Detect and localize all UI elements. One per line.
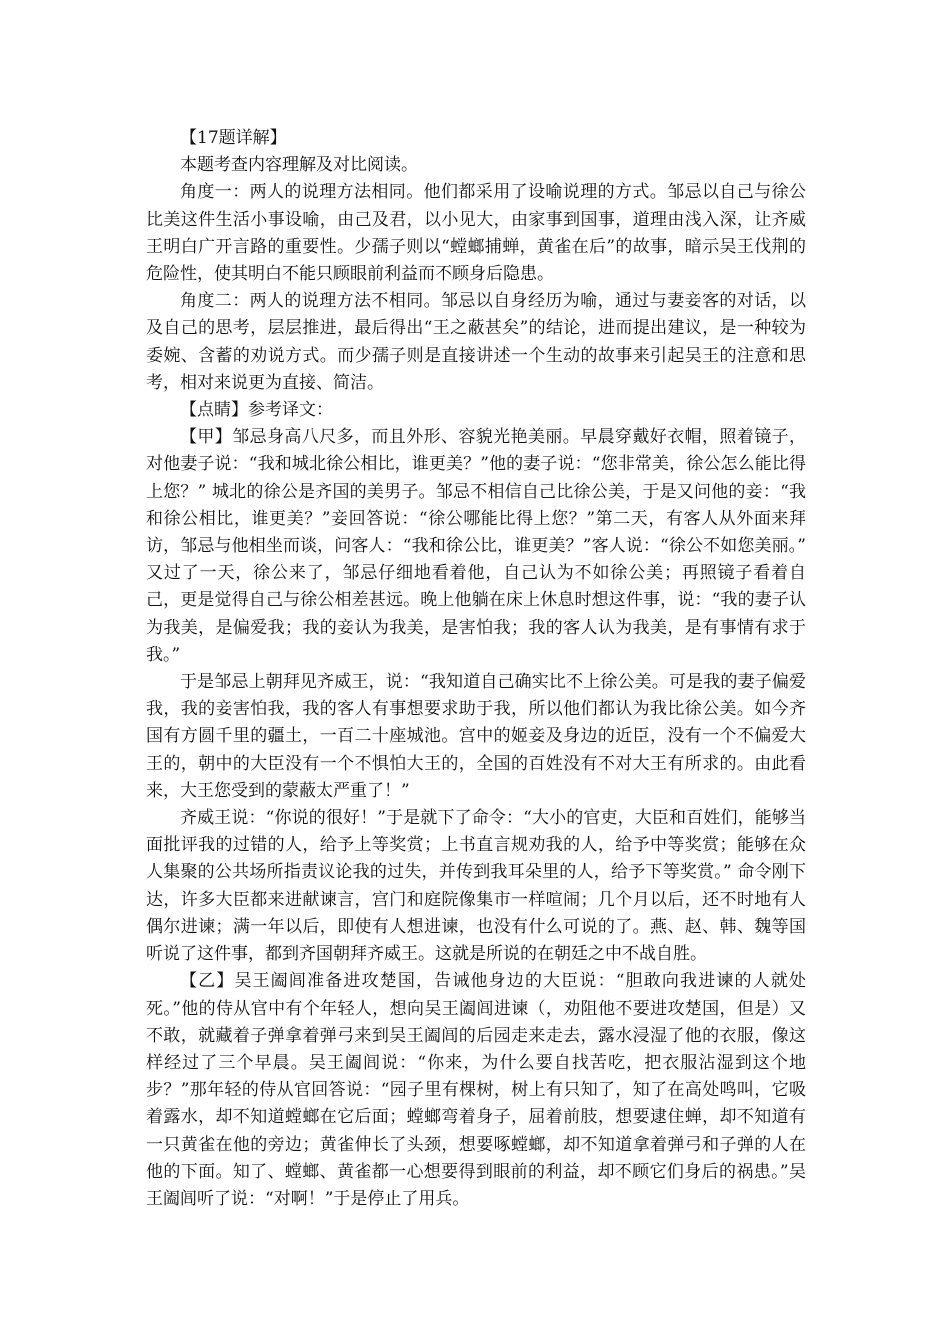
translation-jia-paragraph-3: 齐威王说：“你说的很好！”于是就下了命令：“大小的官吏，大臣和百姓们，能够当面批评我的过错的人，给予上等奖赏；上书直言规劝我的人，给予中等奖赏；能够在众人集聚的公共场所指责议论我的过失，并传到我耳朵里的人，给予下等奖赏。” 命令刚下达，许多大臣都来进献谏言，宫门和庭院像集市一样喧闹；几个月以后，还不时地有人偶尔进谏；满一年以后，即使有人想进谏，也没有什么可说的了。燕、赵、韩、魏等国听说了这件事，都到齐国朝拜齐威王。这就是所说的在朝廷之中不战自胜。	[146, 808, 806, 965]
document-page	[146, 125, 806, 1213]
angle-one-paragraph: 角度一：两人的说理方法相同。他们都采用了设喻说理的方式。邹忌以自己与徐公比美这件生活小事设喻，由己及君，以小见大，由家事到国事，道理由浅入深，让齐威王明白广开言路的重要性。少孺子则以“螳螂捕蝉，黄雀在后”的故事，暗示吴王伐荆的危险性，使其明白不能只顾眼前利益而不顾身后隐患。	[146, 182, 806, 285]
translation-yi-paragraph: 【乙】吴王阖闾准备进攻楚国，告诫他身边的大臣说：“胆敢向我进谏的人就处死。”他的侍从官中有个年轻人，想向吴王阖闾进谏（，劝阻他不要进攻楚国，但是）又不敢，就藏着子弹拿着弹弓来到吴王阖闾的后园走来走去，露水浸湿了他的衣服，像这样经过了三个早晨。吴王阖闾说：“你来，为什么要自找苦吃，把衣服沾湿到这个地步？”那年轻的侍从官回答说：“园子里有棵树，树上有只知了，知了在高处鸣叫，它吸着露水，却不知道螳螂在它后面；螳螂弯着身子，屈着前肢，想要逮住蝉，却不知道有一只黄雀在他的旁边；黄雀伸长了头颈，想要啄螳螂，却不知道拿着弹弓和子弹的人在他的下面。知了、螳螂、黄雀都一心想要得到眼前的利益，却不顾它们身后的祸患。”吴王阖闾听了说：“对啊！”于是停止了用兵。	[146, 971, 806, 1209]
question-intro: 本题考查内容理解及对比阅读。	[180, 155, 418, 176]
translation-jia-paragraph-2: 于是邹忌上朝拜见齐威王，说：“我知道自己确实比不上徐公美。可是我的妻子偏爱我，我的妾害怕我，我的客人有事想要求助于我，所以他们都认为我比徐公美。如今齐国有方圆千里的疆土，一百二十座城池。宫中的姬妾及身边的近臣，没有一个不偏爱大王的，朝中的大臣没有一个不惧怕大王的，全国的百姓没有不对大王有所求的。由此看来，大王您受到的蒙蔽太严重了！”	[146, 672, 806, 801]
angle-two-paragraph: 角度二：两人的说理方法不相同。邹忌以自身经历为喻，通过与妻妾客的对话，以及自己的思考，层层推进，最后得出“王之蔽甚矣”的结论，进而提出建议，是一种较为委婉、含蓄的劝说方式。而少孺子则是直接讲述一个生动的故事来引起吴王的注意和思考，相对来说更为直接、简洁。	[146, 291, 806, 393]
answer-heading: 【17题详解】	[180, 128, 287, 148]
translation-jia-paragraph-1: 【甲】邹忌身高八尺多，而且外形、容貌光艳美丽。早晨穿戴好衣帽，照着镜子，对他妻子说：“我和城北徐公相比，谁更美？”他的妻子说：“您非常美，徐公怎么能比得上您？” 城北的徐公是齐国的美男子。邹忌不相信自己比徐公美，于是又问他的妾：“我和徐公相比，谁更美？”妾回答说：“徐公哪能比得上您？”第二天，有客人从外面来拜访，邹忌与他相坐而谈，问客人：“我和徐公比，谁更美？”客人说：“徐公不如您美丽。” 又过了一天，徐公来了，邹忌仔细地看着他，自己认为不如徐公美；再照镜子看着自己，更是觉得自己与徐公相差甚远。晚上他躺在床上休息时想这件事，说：“我的妻子认为我美，是偏爱我；我的妾认为我美，是害怕我；我的客人认为我美，是有事情有求于我。”	[146, 427, 806, 665]
translation-heading: 【点睛】参考译文：	[180, 400, 333, 421]
